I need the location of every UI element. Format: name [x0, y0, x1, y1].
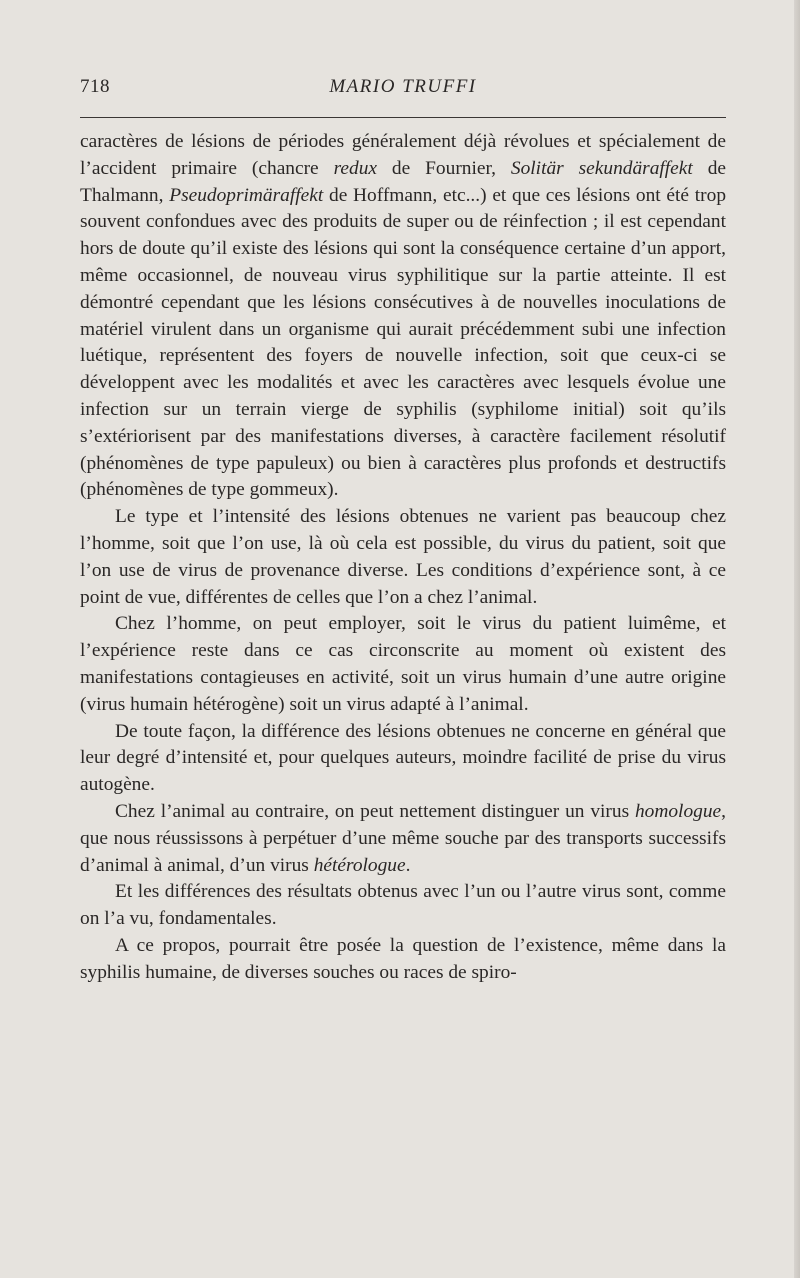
running-head: MARIO TRUFFI [329, 76, 477, 97]
text-run: De toute façon, la différence des lésions obtenues ne concerne en général que leur degré d’intensité et, pour quelques auteurs, moindre facilité de prise du virus autogène. [80, 720, 726, 796]
italic-term: Pseudoprimäraffekt [169, 184, 324, 206]
text-run: de Thalmann, [80, 157, 726, 206]
paragraph [80, 719, 726, 799]
text-run: Chez l’animal au contraire, on peut nettement distinguer un virus [115, 800, 635, 822]
text-run: Le type et l’intensité des lésions obtenues ne varient pas beaucoup chez l’homme, soit que l’on use, là où cela est possible, du virus du patient, soit que l’on use de virus de provenance diverse. Les conditions d’expérience sont, à ce point de vue, différentes de celles que l’on a chez l’animal. [80, 506, 726, 608]
text-run: A ce propos, pourrait être posée la question de l’existence, même dans la syphilis humaine, de diverses souches ou races de spiro- [80, 934, 726, 983]
text-run: Chez l’homme, on peut employer, soit le virus du patient luimême, et l’expérience reste dans ce cas circonscrite au moment où existent des manifestations contagieuses en activité, soit un virus humain d’une autre origine (virus humain hétérogène) soit un virus adapté à l’animal. [80, 613, 726, 715]
paragraph [80, 879, 726, 933]
page-edge [794, 0, 800, 1278]
italic-term: hétérologue [313, 854, 406, 876]
italic-term: redux [333, 157, 378, 179]
text-run: de Fournier, [377, 157, 511, 179]
paragraph [80, 933, 726, 987]
text-run: , que nous réussissons à perpétuer d’une même souche par des transports successifs d’animal à animal, d’un virus [80, 800, 726, 876]
paragraph [80, 504, 726, 611]
text-run: de Hoffmann, etc...) et que ces lésions ont été trop souvent confondues avec des produits de super ou de réinfection ; il est cependant hors de doute qu’il existe des lésions qui sont la conséquence certaine d’un apport, même occasionnel, de nouveau virus syphilitique sur la partie atteinte. Il est démontré cependant que les lésions consécutives à de nouvelles inoculations de matériel virulent dans un organisme qui aurait précédemment subi une infection luétique, représentent des foyers de nouvelle infection, soit que ceux-ci se développent avec les modalités et avec les caractères avec lesquels évolue une infection sur un terrain vierge de syphilis (syphilome initial) soit qu’ils s’extériorisent par des manifestations diverses, à caractère facilement résolutif (phénomènes de type papuleux) ou bien à caractères plus profonds et destructifs (phénomènes de type gommeux). [80, 184, 727, 501]
text-run: caractères de lésions de périodes généralement déjà révolues et spécialement de l’accident primaire (chancre [80, 131, 726, 179]
paragraph [80, 799, 726, 879]
paragraph [80, 129, 726, 504]
italic-term: Solitär sekundäraffekt [510, 157, 693, 179]
body-text [80, 129, 726, 987]
page-number: 718 [80, 76, 110, 97]
header-rule [80, 117, 726, 118]
paragraph [80, 611, 726, 718]
text-run: . [405, 854, 411, 876]
page-header [80, 76, 726, 112]
italic-term: homologue [634, 800, 722, 822]
text-run: Et les différences des résultats obtenus avec l’un ou l’autre virus sont, comme on l’a vu, fondamentales. [80, 881, 726, 930]
